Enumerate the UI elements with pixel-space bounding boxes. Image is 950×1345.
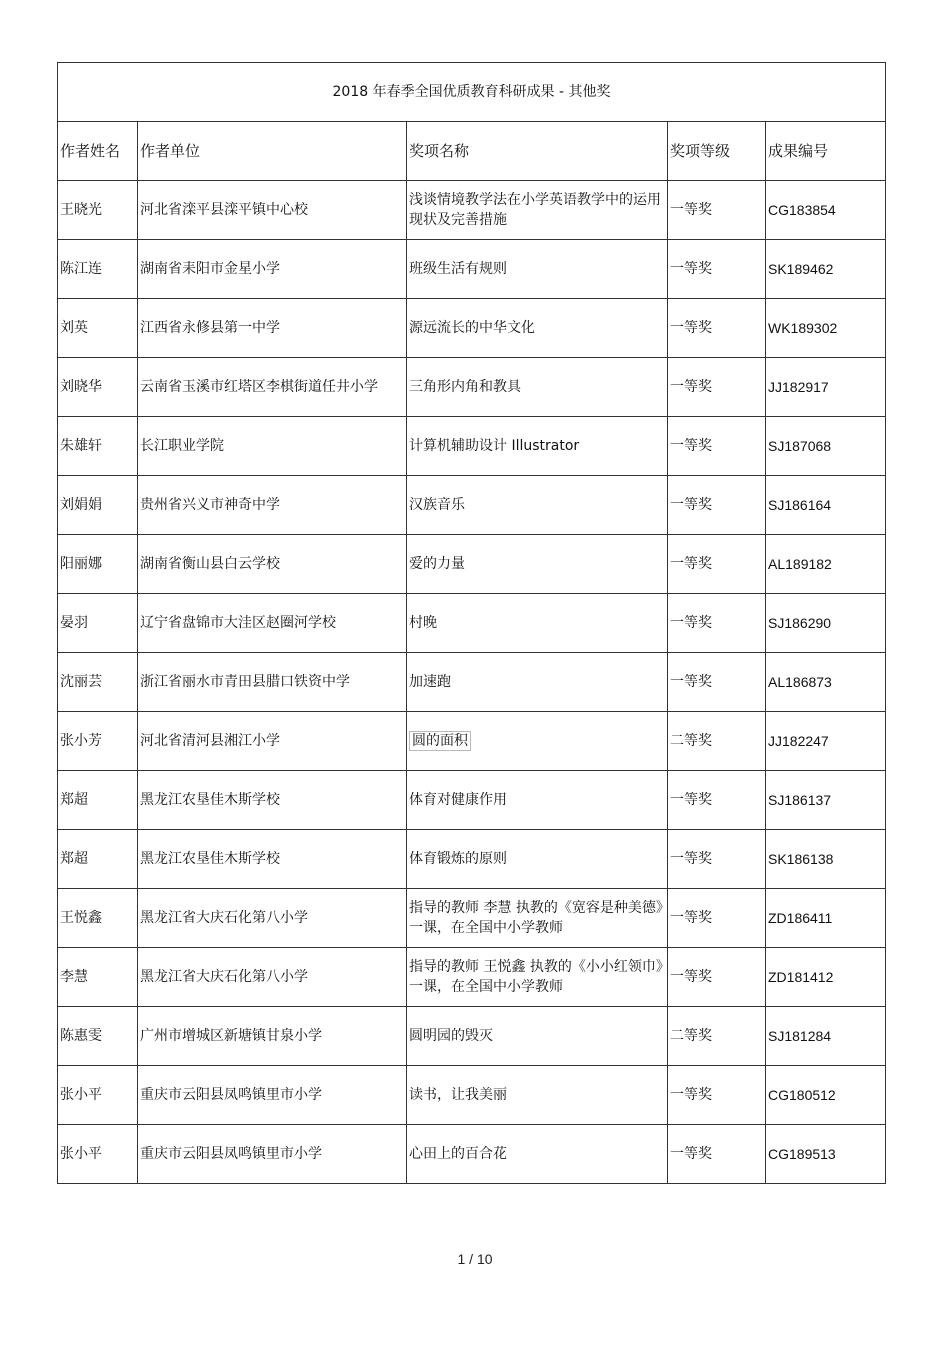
header-author: 作者姓名	[58, 122, 138, 181]
cell-unit: 辽宁省盘锦市大洼区赵圈河学校	[138, 594, 407, 653]
table-row	[58, 1125, 886, 1184]
cell-award-name: 源远流长的中华文化	[407, 299, 668, 358]
cell-author: 陈江连	[58, 240, 138, 299]
cell-award-name: 计算机辅助设计 Illustrator	[407, 417, 668, 476]
cell-unit: 河北省清河县湘江小学	[138, 712, 407, 771]
cell-award-name: 圆明园的毁灭	[407, 1007, 668, 1066]
table-row	[58, 889, 886, 948]
cell-unit: 广州市增城区新塘镇甘泉小学	[138, 1007, 407, 1066]
cell-unit: 黑龙江农垦佳木斯学校	[138, 771, 407, 830]
cell-code: AL189182	[766, 535, 886, 594]
cell-award-name: 汉族音乐	[407, 476, 668, 535]
cell-level: 一等奖	[668, 948, 766, 1007]
table-row	[58, 1007, 886, 1066]
cell-author: 刘英	[58, 299, 138, 358]
cell-code: CG180512	[766, 1066, 886, 1125]
cell-unit: 长江职业学院	[138, 417, 407, 476]
table-header-row	[58, 122, 886, 181]
cell-code: ZD186411	[766, 889, 886, 948]
cell-unit: 黑龙江省大庆石化第八小学	[138, 889, 407, 948]
table-row	[58, 653, 886, 712]
cell-unit: 河北省滦平县滦平镇中心校	[138, 181, 407, 240]
cell-award-name: 指导的教师 王悦鑫 执教的《小小红领巾》一课，在全国中小学教师	[407, 948, 668, 1007]
cell-code: JJ182247	[766, 712, 886, 771]
cell-level: 二等奖	[668, 1007, 766, 1066]
cell-author: 王悦鑫	[58, 889, 138, 948]
cell-level: 一等奖	[668, 476, 766, 535]
cell-level: 一等奖	[668, 830, 766, 889]
cell-unit: 黑龙江农垦佳木斯学校	[138, 830, 407, 889]
cell-award-name: 爱的力量	[407, 535, 668, 594]
cell-level: 一等奖	[668, 1066, 766, 1125]
cell-award-name: 读书，让我美丽	[407, 1066, 668, 1125]
cell-level: 一等奖	[668, 417, 766, 476]
table-row	[58, 594, 886, 653]
cell-unit: 湖南省衡山县白云学校	[138, 535, 407, 594]
cell-unit: 浙江省丽水市青田县腊口铁资中学	[138, 653, 407, 712]
cell-code: SJ186164	[766, 476, 886, 535]
cell-level: 一等奖	[668, 1125, 766, 1184]
cell-author: 阳丽娜	[58, 535, 138, 594]
cell-level: 一等奖	[668, 594, 766, 653]
cell-author: 沈丽芸	[58, 653, 138, 712]
cell-unit: 江西省永修县第一中学	[138, 299, 407, 358]
cell-code: SJ186290	[766, 594, 886, 653]
cell-award-name: 浅谈情境教学法在小学英语教学中的运用现状及完善措施	[407, 181, 668, 240]
cell-unit: 重庆市云阳县凤鸣镇里市小学	[138, 1066, 407, 1125]
cell-code: CG189513	[766, 1125, 886, 1184]
cell-level: 一等奖	[668, 889, 766, 948]
cell-author: 晏羽	[58, 594, 138, 653]
boxed-award-name: 圆的面积	[409, 731, 471, 751]
cell-level: 一等奖	[668, 771, 766, 830]
cell-author: 刘晓华	[58, 358, 138, 417]
cell-code: ZD181412	[766, 948, 886, 1007]
table-row	[58, 240, 886, 299]
cell-author: 郑超	[58, 830, 138, 889]
cell-code: SK186138	[766, 830, 886, 889]
cell-author: 张小平	[58, 1125, 138, 1184]
table-row	[58, 299, 886, 358]
cell-code: JJ182917	[766, 358, 886, 417]
cell-award-name: 加速跑	[407, 653, 668, 712]
cell-author: 张小平	[58, 1066, 138, 1125]
cell-author: 刘娟娟	[58, 476, 138, 535]
cell-author: 陈惠雯	[58, 1007, 138, 1066]
cell-unit: 黑龙江省大庆石化第八小学	[138, 948, 407, 1007]
cell-award-name: 三角形内角和教具	[407, 358, 668, 417]
table-row	[58, 535, 886, 594]
table-row	[58, 1066, 886, 1125]
cell-award-name: 体育对健康作用	[407, 771, 668, 830]
cell-level: 一等奖	[668, 535, 766, 594]
cell-level: 一等奖	[668, 653, 766, 712]
cell-author: 郑超	[58, 771, 138, 830]
cell-code: CG183854	[766, 181, 886, 240]
cell-level: 一等奖	[668, 181, 766, 240]
cell-author: 王晓光	[58, 181, 138, 240]
table-row	[58, 417, 886, 476]
awards-table	[57, 62, 886, 1184]
cell-code: SJ181284	[766, 1007, 886, 1066]
cell-author: 李慧	[58, 948, 138, 1007]
table-row	[58, 771, 886, 830]
cell-level: 一等奖	[668, 240, 766, 299]
cell-author: 朱雄轩	[58, 417, 138, 476]
cell-award-name: 班级生活有规则	[407, 240, 668, 299]
cell-award-name: 村晚	[407, 594, 668, 653]
table-title-row	[58, 63, 886, 122]
cell-unit: 重庆市云阳县凤鸣镇里市小学	[138, 1125, 407, 1184]
cell-award-name: 指导的教师 李慧 执教的《宽容是种美德》一课，在全国中小学教师	[407, 889, 668, 948]
page-number: 1 / 10	[457, 1251, 493, 1267]
cell-unit: 贵州省兴义市神奇中学	[138, 476, 407, 535]
table-row	[58, 712, 886, 771]
cell-award-name: 心田上的百合花	[407, 1125, 668, 1184]
cell-level: 二等奖	[668, 712, 766, 771]
cell-code: SK189462	[766, 240, 886, 299]
cell-award-name	[407, 712, 668, 771]
cell-code: SJ186137	[766, 771, 886, 830]
cell-award-name: 体育锻炼的原则	[407, 830, 668, 889]
cell-unit: 云南省玉溪市红塔区李棋街道任井小学	[138, 358, 407, 417]
table-row	[58, 358, 886, 417]
cell-level: 一等奖	[668, 299, 766, 358]
cell-code: AL186873	[766, 653, 886, 712]
table-row	[58, 830, 886, 889]
cell-author: 张小芳	[58, 712, 138, 771]
header-award-name: 奖项名称	[407, 122, 668, 181]
table-row	[58, 948, 886, 1007]
cell-code: SJ187068	[766, 417, 886, 476]
header-unit: 作者单位	[138, 122, 407, 181]
header-code: 成果编号	[766, 122, 886, 181]
table-row	[58, 476, 886, 535]
cell-level: 一等奖	[668, 358, 766, 417]
table-row	[58, 181, 886, 240]
header-level: 奖项等级	[668, 122, 766, 181]
cell-unit: 湖南省耒阳市金星小学	[138, 240, 407, 299]
cell-code: WK189302	[766, 299, 886, 358]
table-title: 2018 年春季全国优质教育科研成果 - 其他奖	[58, 63, 886, 122]
